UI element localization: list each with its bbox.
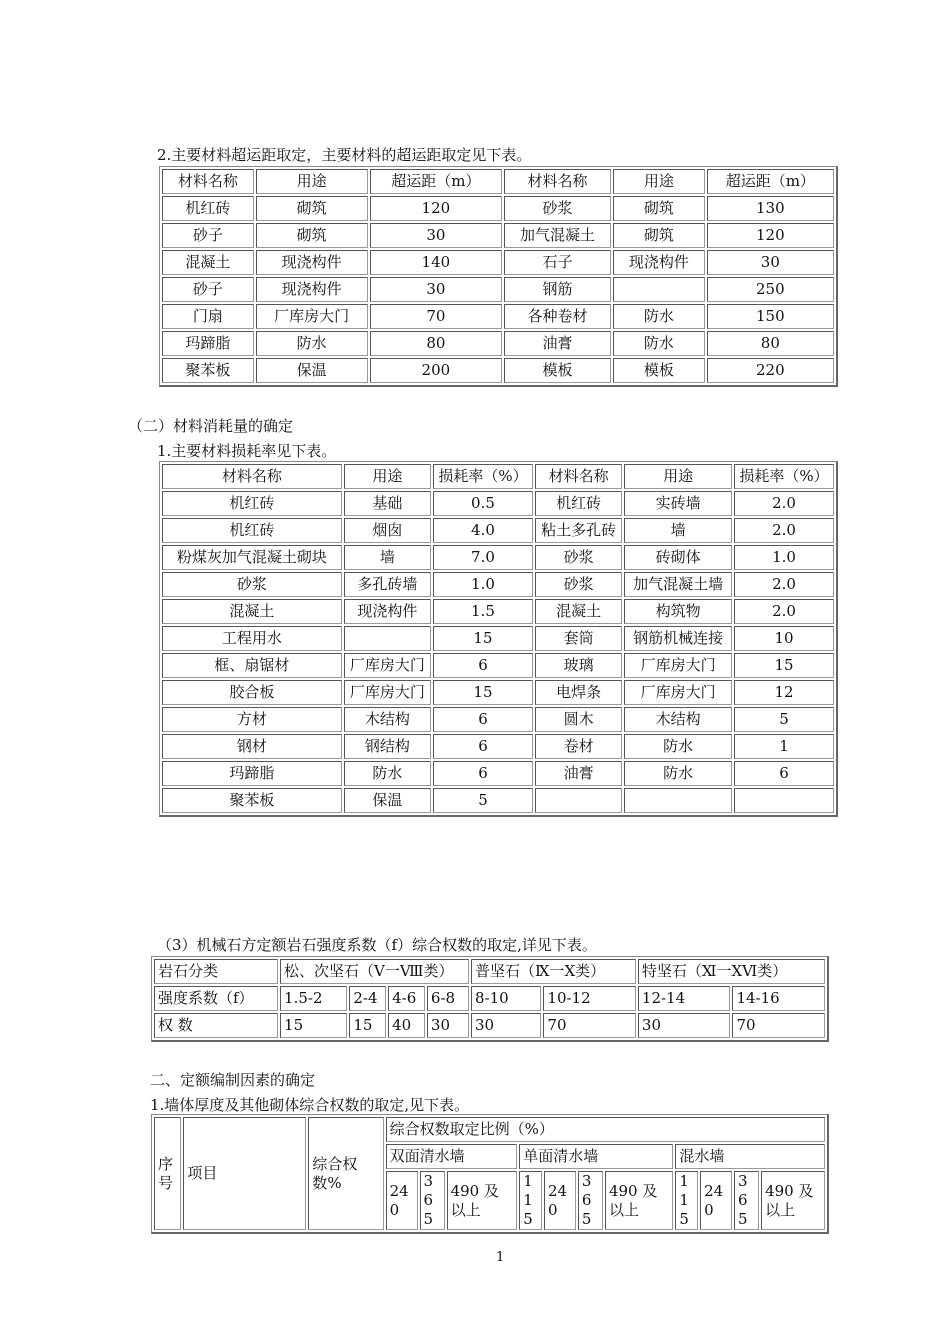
table-cell	[535, 788, 622, 813]
table-cell: 4-6	[388, 986, 425, 1011]
table-cell: 厂库房大门	[624, 680, 732, 705]
section4-text: 1.墙体厚度及其他砌体综合权数的取定,见下表。	[150, 1096, 470, 1114]
section3-text: （3）机械石方定额岩石强度系数（f）综合权数的取定,详见下表。	[157, 936, 597, 954]
table-cell: 6	[433, 734, 533, 759]
table-cell: 墙	[624, 518, 732, 543]
table-cell: 超运距（m）	[707, 169, 834, 194]
table-cell: 油膏	[504, 331, 611, 356]
table-row	[162, 250, 834, 275]
table-cell: 490 及以上	[605, 1171, 673, 1230]
table-row	[162, 358, 834, 383]
table-cell: 80	[370, 331, 502, 356]
table-cell: 30	[370, 277, 502, 302]
table-cell: 70	[543, 1013, 636, 1038]
table-cell: 钢材	[162, 734, 342, 759]
rock-class-hard: 特坚石（Ⅺ一ⅩⅥ类）	[638, 959, 825, 984]
table-cell: 保温	[344, 788, 431, 813]
table-cell: 烟囱	[344, 518, 431, 543]
table-cell: 砌筑	[613, 223, 705, 248]
rock-class-header: 岩石分类	[154, 959, 278, 984]
table-row	[162, 734, 834, 759]
table-cell: 5	[734, 707, 834, 732]
table-cell: 电焊条	[535, 680, 622, 705]
table-cell: 框、扇锯材	[162, 653, 342, 678]
table-cell: 2.0	[734, 599, 834, 624]
table-cell: 构筑物	[624, 599, 732, 624]
table-cell: 强度系数（f）	[154, 986, 278, 1011]
table-cell: 厂库房大门	[624, 653, 732, 678]
table-cell: 现浇构件	[613, 250, 705, 275]
table-row	[162, 788, 834, 813]
table-cell: 损耗率（%）	[734, 464, 834, 489]
table-cell: 木结构	[624, 707, 732, 732]
item-header: 项目	[183, 1117, 306, 1230]
table-cell: 115	[519, 1171, 542, 1230]
table-cell: 石子	[504, 250, 611, 275]
rock-class-soft: 松、次坚石（Ⅴ一Ⅷ类）	[280, 959, 469, 984]
table-cell: 10	[734, 626, 834, 651]
table-cell: 权 数	[154, 1013, 278, 1038]
table-row	[162, 707, 834, 732]
table-cell: 混凝土	[162, 250, 254, 275]
table-row	[154, 1013, 825, 1038]
table-cell: 120	[370, 196, 502, 221]
section2-title: （二）材料消耗量的确定	[128, 417, 294, 435]
table-cell: 砌筑	[256, 196, 368, 221]
table-row	[162, 626, 834, 651]
table-cell: 120	[707, 223, 834, 248]
table-cell: 墙	[344, 545, 431, 570]
table-cell: 365	[420, 1171, 445, 1230]
table-cell: 6-8	[427, 986, 469, 1011]
table-cell: 30	[427, 1013, 469, 1038]
table-cell: 砂子	[162, 223, 254, 248]
table-cell: 15	[433, 626, 533, 651]
table-cell: 圆木	[535, 707, 622, 732]
table-cell: 14-16	[732, 986, 825, 1011]
loss-rate-table	[159, 461, 838, 817]
table-cell: 用途	[344, 464, 431, 489]
table-cell: 门扇	[162, 304, 254, 329]
table-cell: 玛蹄脂	[162, 331, 254, 356]
table-cell: 2-4	[349, 986, 386, 1011]
seq-header: 序号	[154, 1117, 181, 1230]
group-mixed: 混水墙	[675, 1144, 825, 1169]
table-cell: 砌筑	[613, 196, 705, 221]
table-cell: 6	[433, 653, 533, 678]
table-cell: 115	[675, 1171, 698, 1230]
table-cell: 10-12	[543, 986, 636, 1011]
table-cell: 混凝土	[162, 599, 342, 624]
table-cell: 70	[732, 1013, 825, 1038]
table-row	[162, 545, 834, 570]
table-cell: 玻璃	[535, 653, 622, 678]
table-cell: 1	[734, 734, 834, 759]
table-cell: 工程用水	[162, 626, 342, 651]
table-cell: 365	[578, 1171, 603, 1230]
table-cell: 钢筋机械连接	[624, 626, 732, 651]
section2-text: 1.主要材料损耗率见下表。	[157, 442, 337, 460]
table-cell: 250	[707, 277, 834, 302]
table-cell: 防水	[624, 734, 732, 759]
table-cell: 240	[386, 1171, 418, 1230]
table-cell: 砂浆	[535, 572, 622, 597]
table-cell: 砂子	[162, 277, 254, 302]
rock-strength-table	[151, 956, 829, 1042]
table-cell: 厂库房大门	[256, 304, 368, 329]
table-cell: 材料名称	[162, 464, 342, 489]
table-cell: 15	[349, 1013, 386, 1038]
table-cell: 现浇构件	[256, 277, 368, 302]
table-cell: 模板	[504, 358, 611, 383]
table-cell: 砌筑	[256, 223, 368, 248]
table-cell: 40	[388, 1013, 425, 1038]
table-cell: 防水	[613, 331, 705, 356]
table-cell: 1.0	[433, 572, 533, 597]
table-cell: 1.5-2	[280, 986, 347, 1011]
table-row	[162, 196, 834, 221]
table-cell: 8-10	[471, 986, 541, 1011]
table-cell: 140	[370, 250, 502, 275]
table-cell: 365	[734, 1171, 759, 1230]
table-cell: 80	[707, 331, 834, 356]
section1-text: 2.主要材料超运距取定，主要材料的超运距取定见下表。	[157, 146, 532, 164]
table-cell: 6	[433, 707, 533, 732]
table-cell: 30	[370, 223, 502, 248]
table-cell: 240	[544, 1171, 576, 1230]
table-cell: 防水	[624, 761, 732, 786]
table-cell: 机红砖	[535, 491, 622, 516]
table-cell: 卷材	[535, 734, 622, 759]
table-cell: 用途	[624, 464, 732, 489]
table-cell: 砖砌体	[624, 545, 732, 570]
table-cell: 1.5	[433, 599, 533, 624]
table-cell: 超运距（m）	[370, 169, 502, 194]
table-cell: 15	[433, 680, 533, 705]
table-header-row	[162, 464, 834, 489]
table-row	[162, 304, 834, 329]
table-cell: 钢筋	[504, 277, 611, 302]
rock-class-normal: 普坚石（Ⅸ一Ⅹ类）	[471, 959, 636, 984]
table-cell: 30	[471, 1013, 541, 1038]
table-cell	[344, 626, 431, 651]
table-cell: 加气混凝土墙	[624, 572, 732, 597]
table-cell: 损耗率（%）	[433, 464, 533, 489]
table-cell: 30	[638, 1013, 731, 1038]
table-cell: 木结构	[344, 707, 431, 732]
table-cell: 多孔砖墙	[344, 572, 431, 597]
wall-weight-table	[151, 1114, 829, 1234]
table-cell: 模板	[613, 358, 705, 383]
weight-header: 综合权数%	[308, 1117, 383, 1230]
table-cell: 30	[707, 250, 834, 275]
table-cell: 机红砖	[162, 491, 342, 516]
table-cell: 保温	[256, 358, 368, 383]
table-cell: 油膏	[535, 761, 622, 786]
table-cell: 玛蹄脂	[162, 761, 342, 786]
table-cell: 防水	[613, 304, 705, 329]
table-cell: 0.5	[433, 491, 533, 516]
table-row	[154, 986, 825, 1011]
table-row	[162, 599, 834, 624]
table-cell: 6	[734, 761, 834, 786]
table-cell: 6	[433, 761, 533, 786]
table-cell: 防水	[256, 331, 368, 356]
table-cell: 15	[734, 653, 834, 678]
table-row	[162, 331, 834, 356]
table-cell: 砂浆	[504, 196, 611, 221]
table-cell: 5	[433, 788, 533, 813]
table-cell: 基础	[344, 491, 431, 516]
table-cell: 砂浆	[535, 545, 622, 570]
table-cell: 4.0	[433, 518, 533, 543]
table-cell: 粉煤灰加气混凝土砌块	[162, 545, 342, 570]
table-cell: 各种卷材	[504, 304, 611, 329]
table-cell: 240	[700, 1171, 732, 1230]
table-cell: 实砖墙	[624, 491, 732, 516]
group-single-fair: 单面清水墙	[519, 1144, 673, 1169]
table-cell: 15	[280, 1013, 347, 1038]
table-cell: 胶合板	[162, 680, 342, 705]
table-cell: 220	[707, 358, 834, 383]
table-cell: 粘土多孔砖	[535, 518, 622, 543]
table-cell: 2.0	[734, 572, 834, 597]
table-row	[162, 491, 834, 516]
table-row	[162, 277, 834, 302]
table-cell: 聚苯板	[162, 788, 342, 813]
group-double-fair: 双面清水墙	[386, 1144, 518, 1169]
table-cell: 用途	[613, 169, 705, 194]
table-cell: 砂浆	[162, 572, 342, 597]
table-row	[162, 653, 834, 678]
table-cell: 150	[707, 304, 834, 329]
table-cell: 2.0	[734, 518, 834, 543]
table-cell: 厂库房大门	[344, 680, 431, 705]
table-cell: 70	[370, 304, 502, 329]
table-cell: 钢结构	[344, 734, 431, 759]
table-row	[162, 680, 834, 705]
table-cell	[624, 788, 732, 813]
section4-title: 二、定额编制因素的确定	[150, 1071, 316, 1089]
table-cell: 加气混凝土	[504, 223, 611, 248]
table-cell: 用途	[256, 169, 368, 194]
table-cell: 12-14	[638, 986, 731, 1011]
page-number: 1	[496, 1250, 505, 1265]
table-cell: 机红砖	[162, 196, 254, 221]
table-cell: 材料名称	[535, 464, 622, 489]
table-cell: 混凝土	[535, 599, 622, 624]
table-cell: 12	[734, 680, 834, 705]
table-row	[162, 518, 834, 543]
table-cell: 130	[707, 196, 834, 221]
table-cell: 聚苯板	[162, 358, 254, 383]
table-cell: 2.0	[734, 491, 834, 516]
table-cell: 490 及以上	[447, 1171, 518, 1230]
table-cell: 200	[370, 358, 502, 383]
table-cell: 1.0	[734, 545, 834, 570]
table-cell: 套筒	[535, 626, 622, 651]
table-cell: 厂库房大门	[344, 653, 431, 678]
haul-distance-table	[159, 166, 838, 387]
table-cell: 现浇构件	[344, 599, 431, 624]
table-cell: 材料名称	[162, 169, 254, 194]
table-cell: 防水	[344, 761, 431, 786]
table-cell	[613, 277, 705, 302]
table-cell	[734, 788, 834, 813]
table-cell: 材料名称	[504, 169, 611, 194]
table-row	[162, 761, 834, 786]
table-cell: 现浇构件	[256, 250, 368, 275]
table-header-row	[162, 169, 834, 194]
table-row	[162, 223, 834, 248]
table-cell: 机红砖	[162, 518, 342, 543]
table-cell: 490 及以上	[761, 1171, 825, 1230]
table-row	[162, 572, 834, 597]
ratio-header: 综合权数取定比例（%）	[386, 1117, 825, 1142]
table-cell: 方材	[162, 707, 342, 732]
table-cell: 7.0	[433, 545, 533, 570]
